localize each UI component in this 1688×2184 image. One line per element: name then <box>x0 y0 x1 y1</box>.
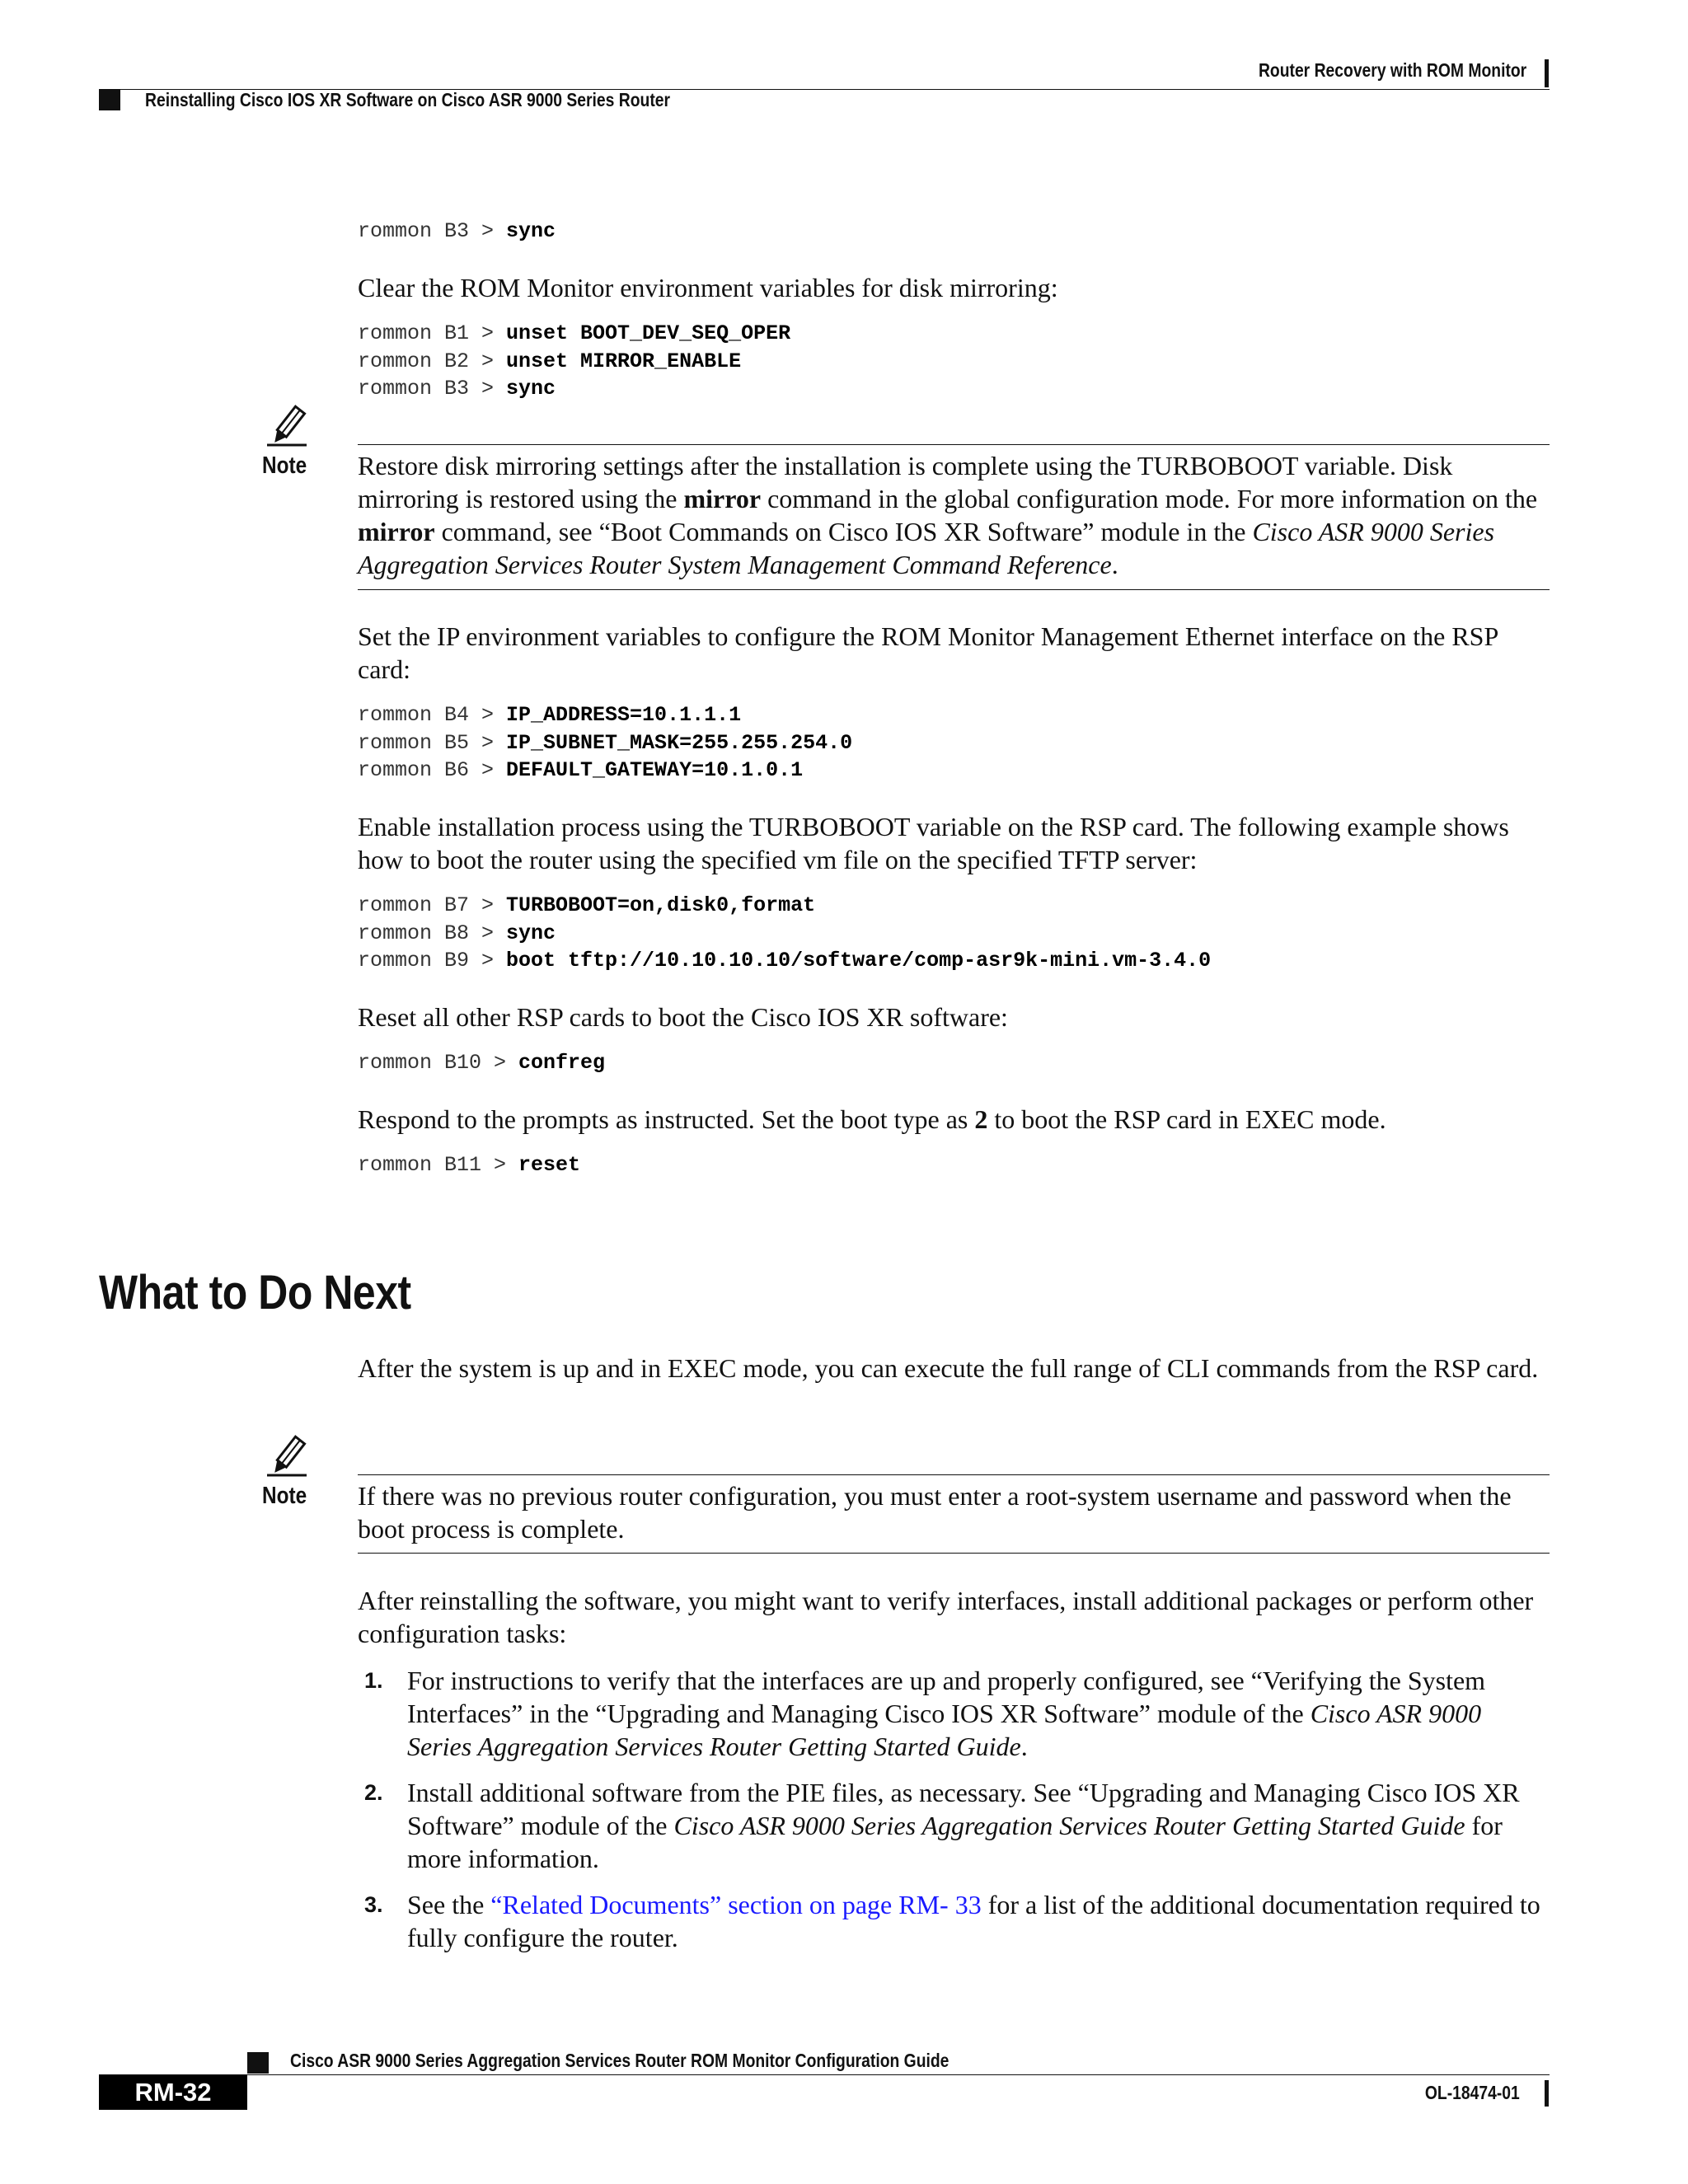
code-block-turboboot: rommon B7 > TURBOBOOT=on,disk0,format rommon B8 > sync rommon B9 > boot tftp://10.10.10.10/software/comp-asr9k-mini.vm-3.4.0 <box>358 893 1212 972</box>
footer-bar-right <box>1545 2080 1549 2107</box>
code-block-sync: rommon B3 > sync <box>358 219 556 243</box>
code-block-unset: rommon B1 > unset BOOT_DEV_SEQ_OPER rommon B2 > unset MIRROR_ENABLE rommon B3 > sync <box>358 321 791 401</box>
related-documents-link[interactable]: “Related Documents” section on page RM- 33 <box>490 1890 982 1919</box>
header-bar-right <box>1545 59 1549 87</box>
list-item: 2. Install additional software from the PIE files, as necessary. See “Upgrading and Managing Cisco IOS XR Software” module of the Cisco ASR 9000 Series Aggregation Services Router Getting Started Guide for more information. <box>364 1778 1520 1873</box>
note2-bottom-rule <box>358 1553 1550 1554</box>
list-item: 3. See the “Related Documents” section on page RM- 33 for a list of the additional documentation required to fully configure the router. <box>364 1890 1540 1952</box>
running-header-section: Reinstalling Cisco IOS XR Software on Cisco ASR 9000 Series Router <box>145 89 671 110</box>
paragraph-clear-env: Clear the ROM Monitor environment variables for disk mirroring: <box>358 273 1058 302</box>
paragraph-enable-turboboot: Enable installation process using the TURBOBOOT variable on the RSP card. The following example shows how to boot the router using the specified vm file on the specified TFTP server: <box>358 812 1509 874</box>
header-square <box>99 89 120 110</box>
page-number-badge: RM-32 <box>99 2075 247 2110</box>
code-block-reset: rommon B11 > reset <box>358 1153 581 1177</box>
note-pencil-icon <box>264 404 310 450</box>
list-item: 1. For instructions to verify that the interfaces are up and properly configured, see “Verifying the System Interfaces” in the “Upgrading and Managing Cisco IOS XR Software” module of the Cisco ASR 9000 Series Aggregation Services Router Getting Started Guide. <box>364 1666 1486 1761</box>
paragraph-after-exec: After the system is up and in EXEC mode, you can execute the full range of CLI commands from the RSP card. <box>358 1353 1539 1383</box>
footer-doc-id: OL-18474-01 <box>1425 2082 1520 2103</box>
note-pencil-icon <box>264 1434 310 1480</box>
note2-label: Note <box>262 1483 307 1509</box>
section-heading: What to Do Next <box>99 1266 411 1319</box>
paragraph-reset-rsp: Reset all other RSP cards to boot the Cisco IOS XR software: <box>358 1002 1008 1032</box>
note2-top-rule <box>358 1474 1550 1475</box>
note1-text: Restore disk mirroring settings after the installation is complete using the TURBOBOOT variable. Disk mirroring is restored using the mirror command in the global configuration mode. For more information on the mirror command, see “Boot Commands on Cisco IOS XR Software” module in the Cisco ASR 9000 Series Aggregation Services Router System Management Command Reference. <box>358 451 1538 579</box>
paragraph-respond: Respond to the prompts as instructed. Set the boot type as 2 to boot the RSP card in EXEC mode. <box>358 1104 1386 1134</box>
next-steps-list <box>358 1664 1545 1967</box>
footer-rule <box>99 2074 1550 2075</box>
code-block-ip: rommon B4 > IP_ADDRESS=10.1.1.1 rommon B5 > IP_SUBNET_MASK=255.255.254.0 rommon B6 > DEFAULT_GATEWAY=10.1.0.1 <box>358 703 853 782</box>
footer-square <box>247 2052 269 2074</box>
paragraph-ip-env: Set the IP environment variables to configure the ROM Monitor Management Ethernet interface on the RSP card: <box>358 621 1498 684</box>
note1-top-rule <box>358 444 1550 445</box>
note1-bottom-rule <box>358 589 1550 590</box>
note2-text: If there was no previous router configuration, you must enter a root-system username and password when the boot process is complete. <box>358 1481 1512 1544</box>
note1-label: Note <box>262 452 307 479</box>
paragraph-after-reinstall: After reinstalling the software, you might want to verify interfaces, install additional packages or perform other configuration tasks: <box>358 1586 1534 1648</box>
footer-guide-title: Cisco ASR 9000 Series Aggregation Services Router ROM Monitor Configuration Guide <box>290 2050 950 2071</box>
running-header-chapter: Router Recovery with ROM Monitor <box>1258 59 1526 81</box>
code-block-confreg: rommon B10 > confreg <box>358 1051 606 1075</box>
